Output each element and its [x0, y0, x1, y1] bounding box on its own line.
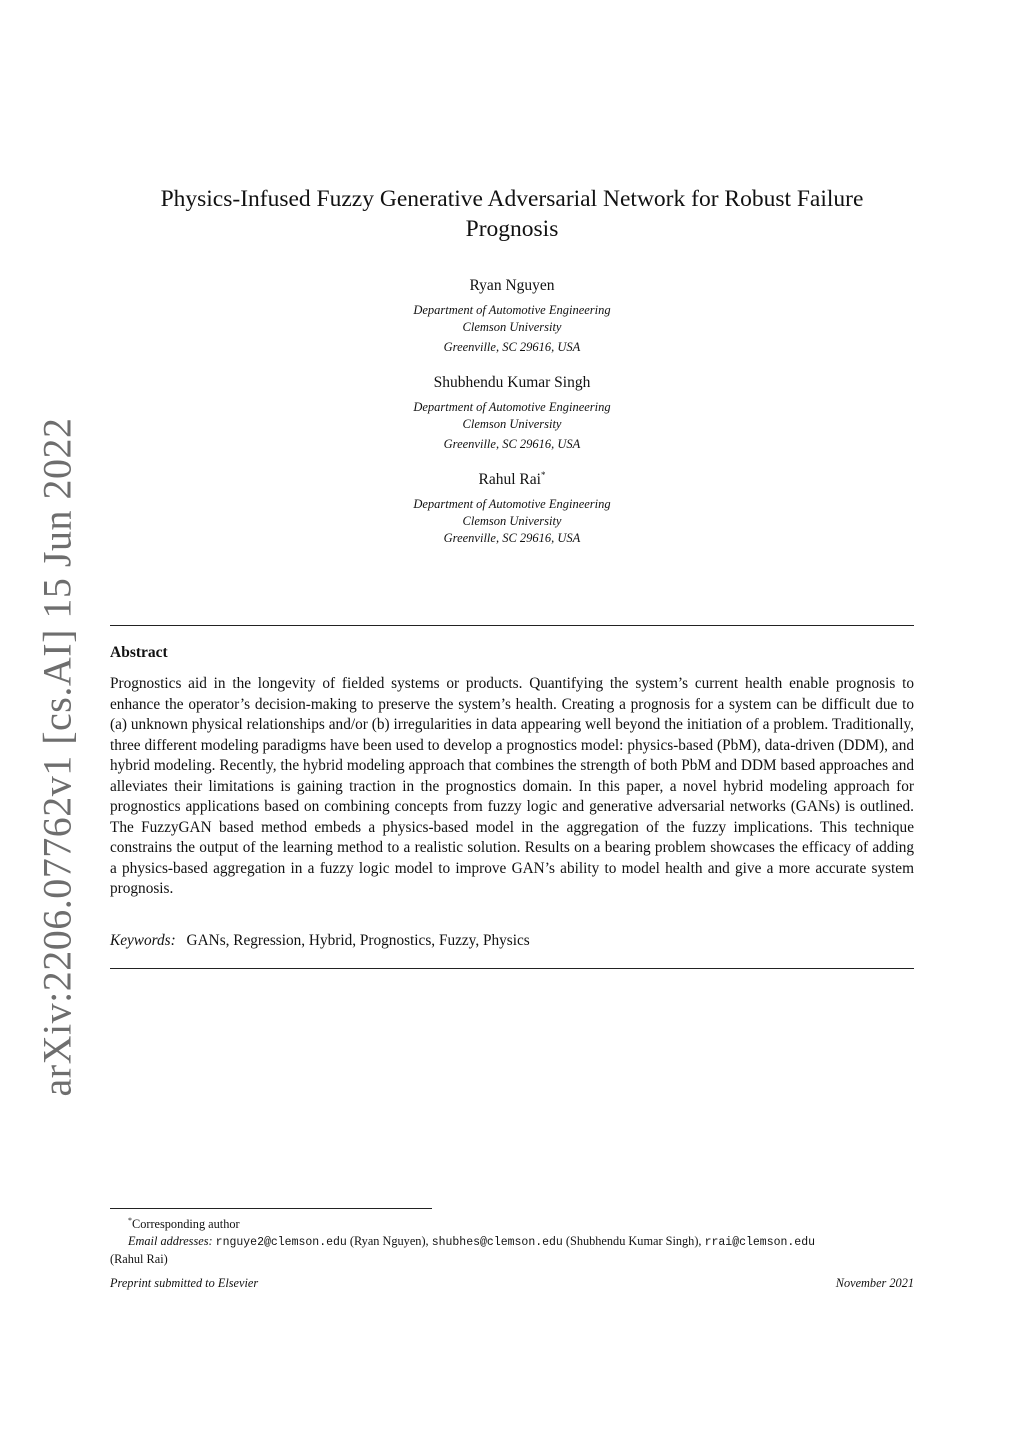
- author-name: Ryan Nguyen: [469, 277, 555, 294]
- author-department: Department of Automotive Engineering: [413, 303, 611, 317]
- keywords-value: GANs, Regression, Hybrid, Prognostics, Fuzzy, Physics: [186, 932, 530, 949]
- abstract-body: Prognostics aid in the longevity of fielded systems or products. Quantifying the system’s current health enable prognosis to enhance the operator’s decision-making to preserve the system’s health. Creating a prognosis for a system can be difficult due to (a) unknown physical relationships and/or (b) irregularities in data appearing well beyond the initiation of a problem. Traditionally, three different modeling paradigms have been used to develop a prognostics model: physics-based (PbM), data-driven (DDM), and hybrid modeling. Recently, the hybrid modeling approach that combines the strength of both PbM and DDM based approaches and alleviates their limitations is gaining traction in the prognostics domain. In this paper, a novel hybrid modeling approach for prognostics applications based on combining concepts from fuzzy logic and generative adversarial networks (GANs) is outlined. The FuzzyGAN based method embeds a physics-based model in the aggregation of the fuzzy implications. This technique constrains the output of the learning method to a realistic solution. Results on a bearing problem showcases the efficacy of adding a physics-based aggregation in a fuzzy logic model to improve GAN’s ability to model health and give a more accurate system prognosis.: [110, 675, 914, 897]
- abstract-heading: Abstract: [110, 644, 168, 661]
- author-university: Clemson University: [462, 417, 562, 431]
- email-link[interactable]: rrai@clemson.edu: [704, 1236, 816, 1250]
- title-line-2: Prognosis: [465, 216, 559, 242]
- author-name: Shubhendu Kumar Singh: [433, 374, 591, 391]
- author-block-1: [312, 276, 712, 356]
- author-department: Department of Automotive Engineering: [413, 497, 611, 511]
- author-university: Clemson University: [462, 514, 562, 528]
- title-line-1: Physics-Infused Fuzzy Generative Adversarial Network for Robust Failure: [160, 186, 864, 212]
- abstract-bottom-rule: [110, 968, 914, 969]
- author-location: Greenville, SC 29616, USA: [443, 531, 581, 545]
- abstract-top-rule: [110, 625, 914, 626]
- preprint-date: November 2021: [835, 1276, 914, 1290]
- corresponding-author-marker: *: [540, 469, 546, 480]
- email-addresses: [110, 1233, 914, 1251]
- email-owner-continued: (Rahul Rai): [110, 1252, 168, 1267]
- arxiv-identifier-stamp: arXiv:2206.07762v1 [cs.AI] 15 Jun 2022: [34, 417, 80, 1097]
- author-block-3: [312, 470, 712, 547]
- author-location: Greenville, SC 29616, USA: [443, 437, 581, 451]
- footnote: [110, 1212, 914, 1268]
- email-owner: (Shubhendu Kumar Singh),: [565, 1234, 702, 1249]
- email-label: Email addresses:: [128, 1234, 213, 1249]
- footnote-rule: [110, 1208, 432, 1209]
- author-university: Clemson University: [462, 320, 562, 334]
- author-department: Department of Automotive Engineering: [413, 400, 611, 414]
- author-name: Rahul Rai*: [478, 469, 546, 488]
- preprint-notice: Preprint submitted to Elsevier: [110, 1276, 259, 1290]
- email-link[interactable]: rnguye2@clemson.edu: [215, 1236, 347, 1250]
- keywords-line: [110, 932, 530, 950]
- email-owner: (Ryan Nguyen),: [349, 1234, 429, 1249]
- paper-title: [112, 184, 912, 244]
- email-link[interactable]: shubhes@clemson.edu: [431, 1236, 563, 1250]
- keywords-label: Keywords:: [110, 932, 176, 949]
- footnote-marker: *: [128, 1216, 132, 1225]
- corresponding-author-note: *Corresponding author: [128, 1216, 240, 1232]
- author-block-2: [312, 373, 712, 453]
- author-location: Greenville, SC 29616, USA: [443, 340, 581, 354]
